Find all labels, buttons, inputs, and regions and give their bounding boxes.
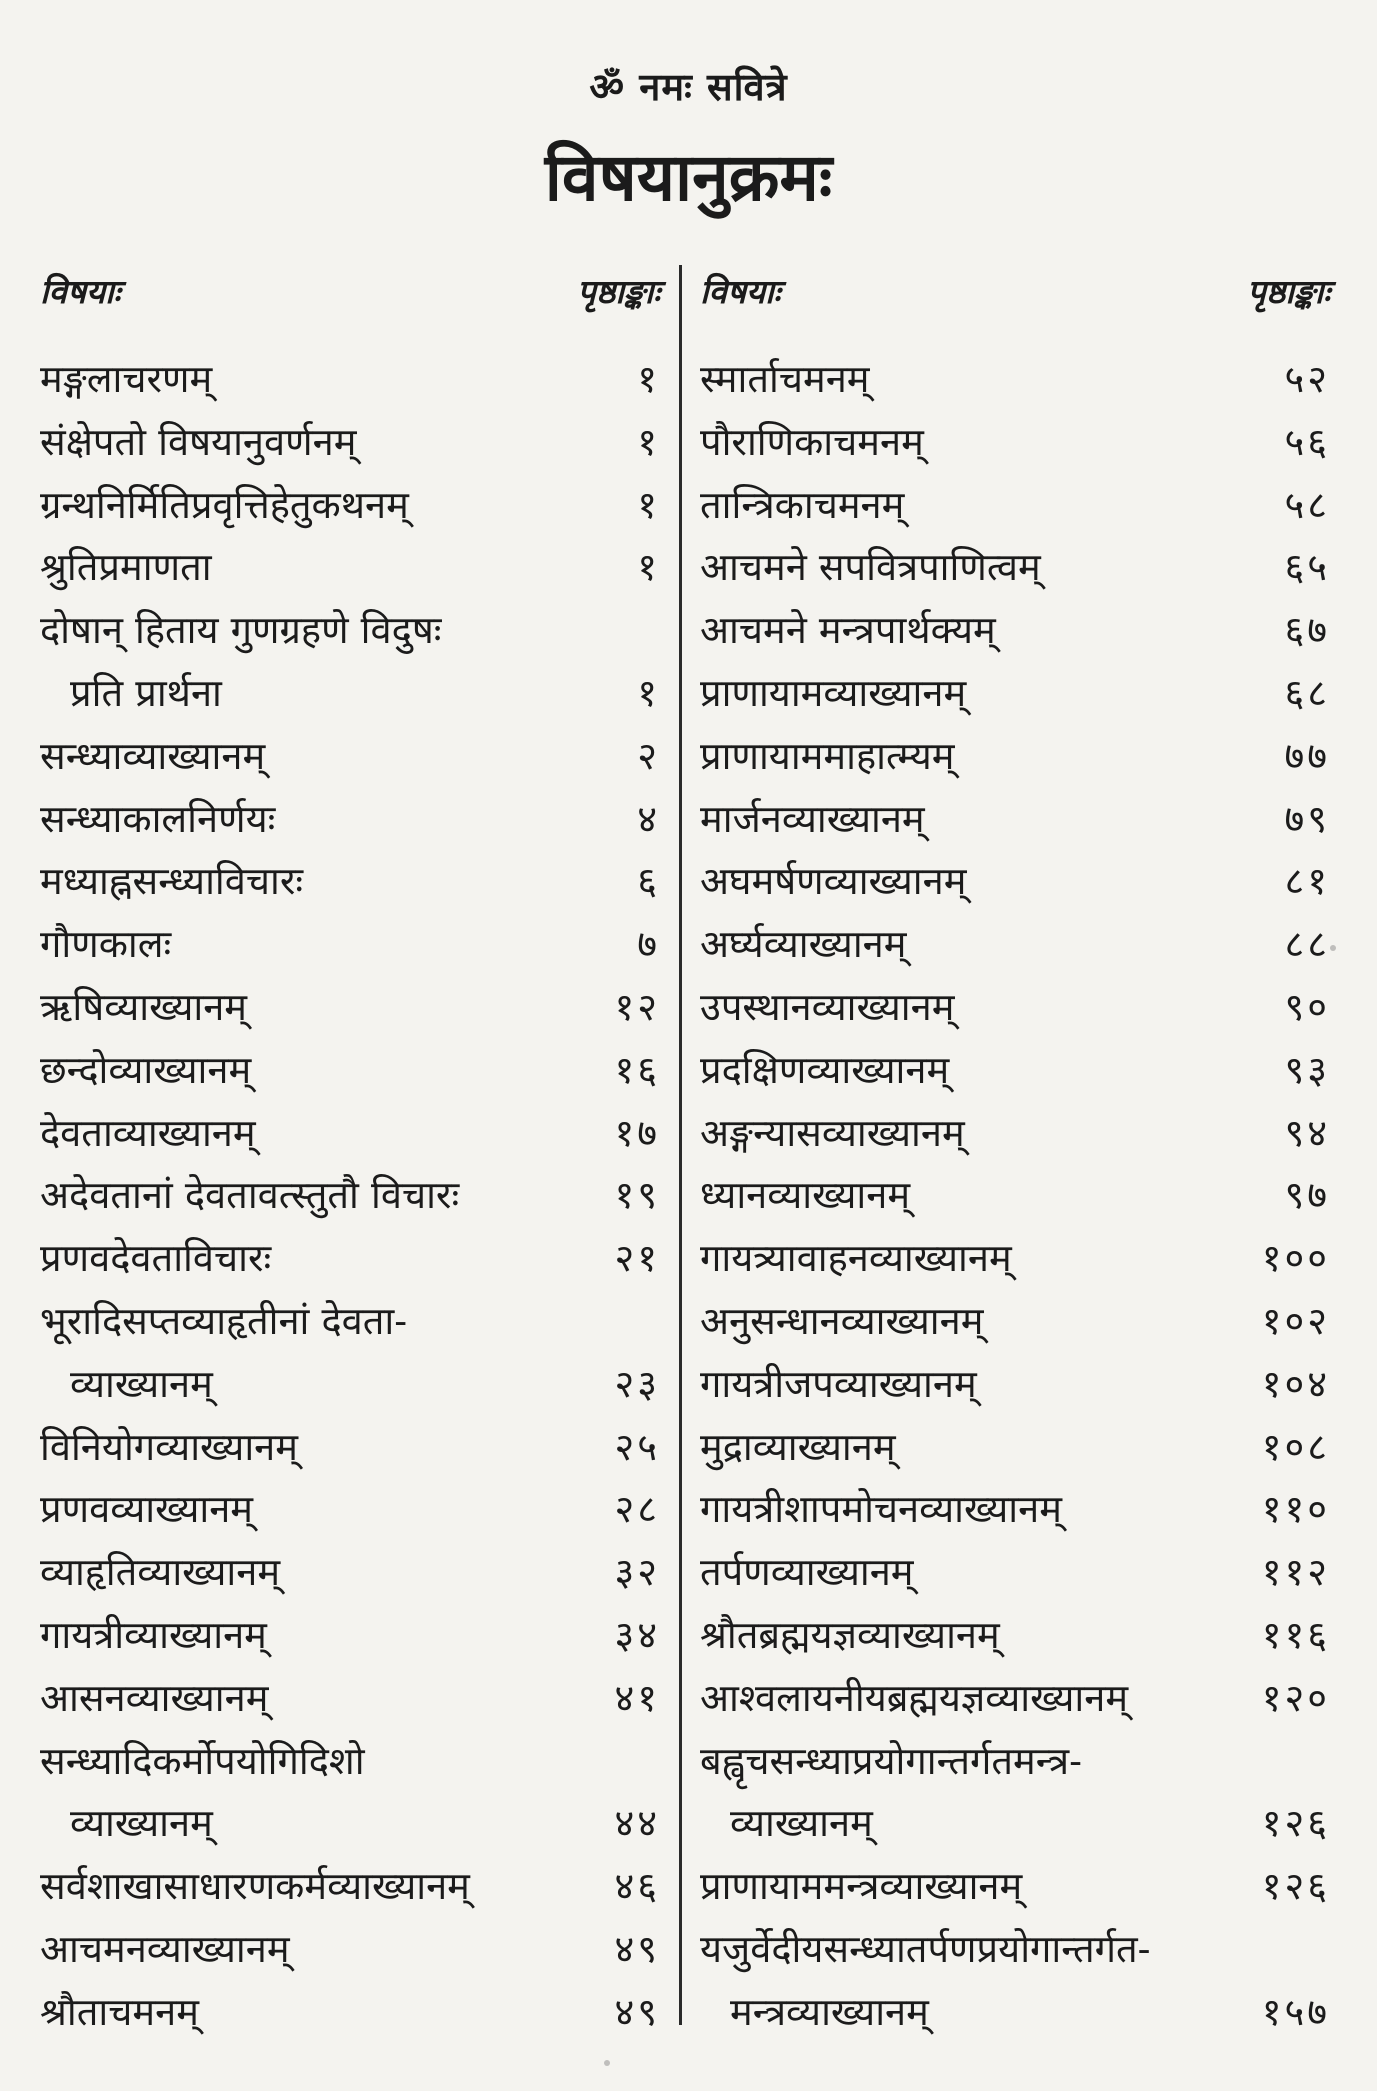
toc-topic: विनियोगव्याख्यानम्: [40, 1424, 298, 1469]
toc-entry: [700, 1730, 1330, 1793]
toc-topic: मुद्राव्याख्यानम्: [700, 1424, 896, 1469]
toc-topic: मन्त्रव्याख्यानम्: [730, 1989, 929, 2034]
toc-page-number: ९४: [1284, 1110, 1330, 1155]
toc-topic: अनुसन्धानव्याख्यानम्: [700, 1298, 984, 1343]
toc-entry: [40, 1227, 660, 1290]
toc-entry: [40, 1478, 660, 1541]
toc-page-number: ३४: [614, 1612, 660, 1657]
paper-speck: [604, 2060, 610, 2066]
toc-topic: गायत्रीव्याख्यानम्: [40, 1612, 267, 1657]
toc-page-number: ७९: [1284, 796, 1330, 841]
toc-page-number: ९७: [1284, 1173, 1330, 1218]
toc-topic: श्रौतब्रह्मयज्ञव्याख्यानम्: [700, 1612, 1000, 1657]
toc-topic: दोषान् हिताय गुणग्रहणे विदुषः: [40, 608, 442, 653]
toc-entry: [700, 1227, 1330, 1290]
toc-topic: सर्वशाखासाधारणकर्मव्याख्यानम्: [40, 1864, 470, 1909]
toc-topic: व्याहृतिव्याख्यानम्: [40, 1550, 281, 1595]
toc-topic: व्याख्यानम्: [70, 1361, 213, 1406]
toc-topic: प्रदक्षिणव्याख्यानम्: [700, 1047, 950, 1092]
toc-entry: [40, 1290, 660, 1353]
toc-entry: [40, 536, 660, 599]
toc-page-number: १७: [614, 1110, 660, 1155]
toc-entry: [700, 1604, 1330, 1667]
toc-entry: [40, 1855, 660, 1918]
toc-entry: [40, 1102, 660, 1165]
toc-topic: प्रणवदेवताविचारः: [40, 1236, 272, 1281]
toc-entry: [700, 1541, 1330, 1604]
toc-page-number: ६५: [1284, 545, 1330, 590]
toc-entry: [700, 348, 1330, 411]
toc-page-number: १००: [1261, 1236, 1330, 1281]
toc-entry: [700, 976, 1330, 1039]
toc-topic: प्रति प्रार्थना: [70, 670, 222, 715]
toc-page-number: ४६: [614, 1864, 660, 1909]
toc-page-number: १: [637, 357, 660, 401]
toc-topic: पौराणिकाचमनम्: [700, 419, 924, 464]
toc-topic: प्राणायामव्याख्यानम्: [700, 670, 967, 715]
toc-entry: [40, 474, 660, 537]
toc-topic: श्रौताचमनम्: [40, 1989, 199, 2034]
toc-topic: आसनव्याख्यानम्: [40, 1675, 269, 1720]
toc-entry: [40, 976, 660, 1039]
toc-topic: देवताव्याख्यानम्: [40, 1110, 256, 1155]
toc-entry: [40, 348, 660, 411]
toc-entry: [700, 1981, 1330, 2044]
toc-page-number: १: [637, 670, 660, 715]
toc-page-number: १९: [614, 1173, 660, 1218]
toc-topic: मध्याह्नसन्ध्याविचारः: [40, 859, 304, 904]
toc-page-number: १५७: [1261, 1989, 1330, 2034]
toc-topic: व्याख्यानम्: [730, 1801, 873, 1846]
toc-entry: [40, 1918, 660, 1981]
toc-entry: [40, 1730, 660, 1793]
toc-page-number: ७: [637, 922, 660, 967]
toc-entry: [40, 1353, 660, 1416]
left-contents-list: [40, 348, 660, 2044]
toc-topic: अघमर्षणव्याख्यानम्: [700, 859, 967, 904]
toc-page-number: ५२: [1284, 357, 1330, 401]
toc-topic: अर्घ्यव्याख्यानम्: [700, 922, 907, 967]
toc-page-number: २३: [614, 1361, 660, 1406]
page-header: पृष्ठाङ्काः: [577, 272, 660, 311]
toc-page-number: १२६: [1261, 1801, 1330, 1846]
toc-page-number: ३२: [614, 1550, 660, 1595]
toc-page-number: ४: [637, 796, 660, 841]
toc-page-number: १२०: [1261, 1675, 1330, 1720]
toc-page-number: ४९: [614, 1926, 660, 1971]
toc-entry: [700, 788, 1330, 851]
toc-topic: उपस्थानव्याख्यानम्: [700, 984, 955, 1029]
right-contents-list: [700, 348, 1330, 2044]
toc-topic: यजुर्वेदीयसन्ध्यातर्पणप्रयोगान्तर्गत-: [700, 1926, 1151, 1971]
toc-entry: [40, 1792, 660, 1855]
toc-entry: [700, 599, 1330, 662]
toc-page-number: ८८: [1284, 922, 1330, 967]
toc-entry: [700, 1290, 1330, 1353]
toc-entry: [40, 850, 660, 913]
toc-topic: स्मार्ताचमनम्: [700, 357, 870, 401]
toc-topic: अङ्गन्यासव्याख्यानम्: [700, 1110, 965, 1155]
toc-page-number: १०४: [1261, 1361, 1330, 1406]
toc-entry: [40, 662, 660, 725]
toc-page-number: २: [637, 733, 660, 778]
toc-page-number: १२: [614, 984, 660, 1029]
toc-topic: सन्ध्याकालनिर्णयः: [40, 796, 276, 841]
toc-page-number: १०८: [1261, 1424, 1330, 1469]
toc-topic: संक्षेपतो विषयानुवर्णनम्: [40, 419, 357, 464]
topic-header: विषयाः: [40, 272, 121, 311]
toc-entry: [700, 1667, 1330, 1730]
toc-page-number: ९०: [1284, 984, 1330, 1029]
toc-entry: [700, 1855, 1330, 1918]
left-column: [40, 262, 660, 2044]
toc-entry: [700, 725, 1330, 788]
toc-page-number: ९३: [1284, 1047, 1330, 1092]
toc-entry: [40, 725, 660, 788]
page-title: विषयानुक्रमः: [544, 138, 833, 216]
toc-topic: प्राणायाममन्त्रव्याख्यानम्: [700, 1864, 1023, 1909]
toc-entry: [40, 411, 660, 474]
toc-topic: प्रणवव्याख्यानम्: [40, 1487, 254, 1532]
toc-topic: मार्जनव्याख्यानम्: [700, 796, 925, 841]
toc-entry: [700, 1102, 1330, 1165]
toc-page-number: २१: [614, 1236, 660, 1281]
toc-topic: तान्त्रिकाचमनम्: [700, 482, 905, 527]
toc-page-number: २८: [614, 1487, 660, 1532]
toc-entry: [700, 1918, 1330, 1981]
invocation-line: ॐ नमः सवित्रे: [589, 64, 788, 109]
toc-entry: [700, 536, 1330, 599]
toc-topic: गायत्रीजपव्याख्यानम्: [700, 1361, 977, 1406]
toc-topic: सन्ध्याव्याख्यानम्: [40, 733, 266, 778]
toc-entry: [40, 1667, 660, 1730]
toc-entry: [40, 1604, 660, 1667]
toc-page-number: २५: [614, 1424, 660, 1469]
toc-entry: [700, 850, 1330, 913]
toc-entry: [40, 913, 660, 976]
toc-topic: व्याख्यानम्: [70, 1801, 213, 1846]
toc-entry: [700, 913, 1330, 976]
toc-entry: [700, 1039, 1330, 1102]
toc-page-number: १: [637, 419, 660, 464]
toc-topic: प्राणायाममाहात्म्यम्: [700, 733, 955, 778]
toc-topic: आश्वलायनीयब्रह्मयज्ञव्याख्यानम्: [700, 1675, 1129, 1720]
toc-entry: [40, 599, 660, 662]
toc-topic: छन्दोव्याख्यानम्: [40, 1047, 252, 1092]
toc-topic: गायत्रीशापमोचनव्याख्यानम्: [700, 1487, 1062, 1532]
right-column: [700, 262, 1330, 2044]
toc-page-number: ८१: [1284, 859, 1330, 904]
toc-entry: [700, 1416, 1330, 1479]
toc-page-number: ४९: [614, 1989, 660, 2034]
toc-topic: ध्यानव्याख्यानम्: [700, 1173, 911, 1218]
left-column-header: [40, 262, 660, 322]
toc-page-number: ६८: [1284, 670, 1330, 715]
toc-topic: अदेवतानां देवतावत्स्तुतौ विचारः: [40, 1173, 460, 1218]
toc-entry: [700, 411, 1330, 474]
toc-page-number: ५६: [1284, 419, 1330, 464]
toc-entry: [40, 1541, 660, 1604]
toc-page-number: ७७: [1284, 733, 1330, 778]
toc-topic: आचमने सपवित्रपाणित्वम्: [700, 545, 1041, 590]
toc-topic: श्रुतिप्रमाणता: [40, 545, 212, 590]
toc-entry: [40, 1164, 660, 1227]
toc-topic: आचमने मन्त्रपार्थक्यम्: [700, 608, 996, 653]
toc-entry: [40, 1416, 660, 1479]
toc-page-number: १२६: [1261, 1864, 1330, 1909]
toc-topic: गायत्र्यावाहनव्याख्यानम्: [700, 1236, 1012, 1281]
toc-page-number: ११०: [1261, 1487, 1330, 1532]
toc-page-number: ४१: [614, 1675, 660, 1720]
toc-page-number: ११६: [1261, 1612, 1330, 1657]
toc-page-number: १०२: [1261, 1298, 1330, 1343]
toc-entry: [700, 1792, 1330, 1855]
toc-page-number: ११२: [1261, 1550, 1330, 1595]
toc-entry: [700, 662, 1330, 725]
toc-entry: [40, 1981, 660, 2044]
toc-page-number: १: [637, 545, 660, 590]
toc-page-number: ६: [637, 859, 660, 904]
toc-topic: भूरादिसप्तव्याहृतीनां देवता-: [40, 1298, 408, 1343]
toc-page-number: ४४: [614, 1801, 660, 1846]
toc-entry: [700, 474, 1330, 537]
toc-entry: [700, 1478, 1330, 1541]
page-header: पृष्ठाङ्काः: [1247, 272, 1330, 311]
toc-topic: गौणकालः: [40, 922, 172, 967]
toc-entry: [40, 788, 660, 851]
toc-entry: [700, 1164, 1330, 1227]
toc-entry: [40, 1039, 660, 1102]
toc-topic: ग्रन्थनिर्मितिप्रवृत्तिहेतुकथनम्: [40, 482, 409, 527]
topic-header: विषयाः: [700, 272, 781, 311]
toc-topic: मङ्गलाचरणम्: [40, 357, 213, 401]
toc-topic: बह्वृचसन्ध्याप्रयोगान्तर्गतमन्त्र-: [700, 1738, 1082, 1783]
toc-topic: सन्ध्यादिकर्मोपयोगिदिशो: [40, 1738, 365, 1783]
toc-topic: तर्पणव्याख्यानम्: [700, 1550, 914, 1595]
paper-speck: [1330, 945, 1336, 951]
toc-topic: ऋषिव्याख्यानम्: [40, 984, 248, 1029]
toc-topic: आचमनव्याख्यानम्: [40, 1926, 290, 1971]
right-column-header: [700, 262, 1330, 322]
toc-page-number: ६७: [1284, 608, 1330, 653]
toc-page-number: १६: [614, 1047, 660, 1092]
toc-page-number: १: [637, 482, 660, 527]
toc-entry: [700, 1353, 1330, 1416]
toc-page-number: ५८: [1284, 482, 1330, 527]
column-divider: [679, 265, 682, 2025]
